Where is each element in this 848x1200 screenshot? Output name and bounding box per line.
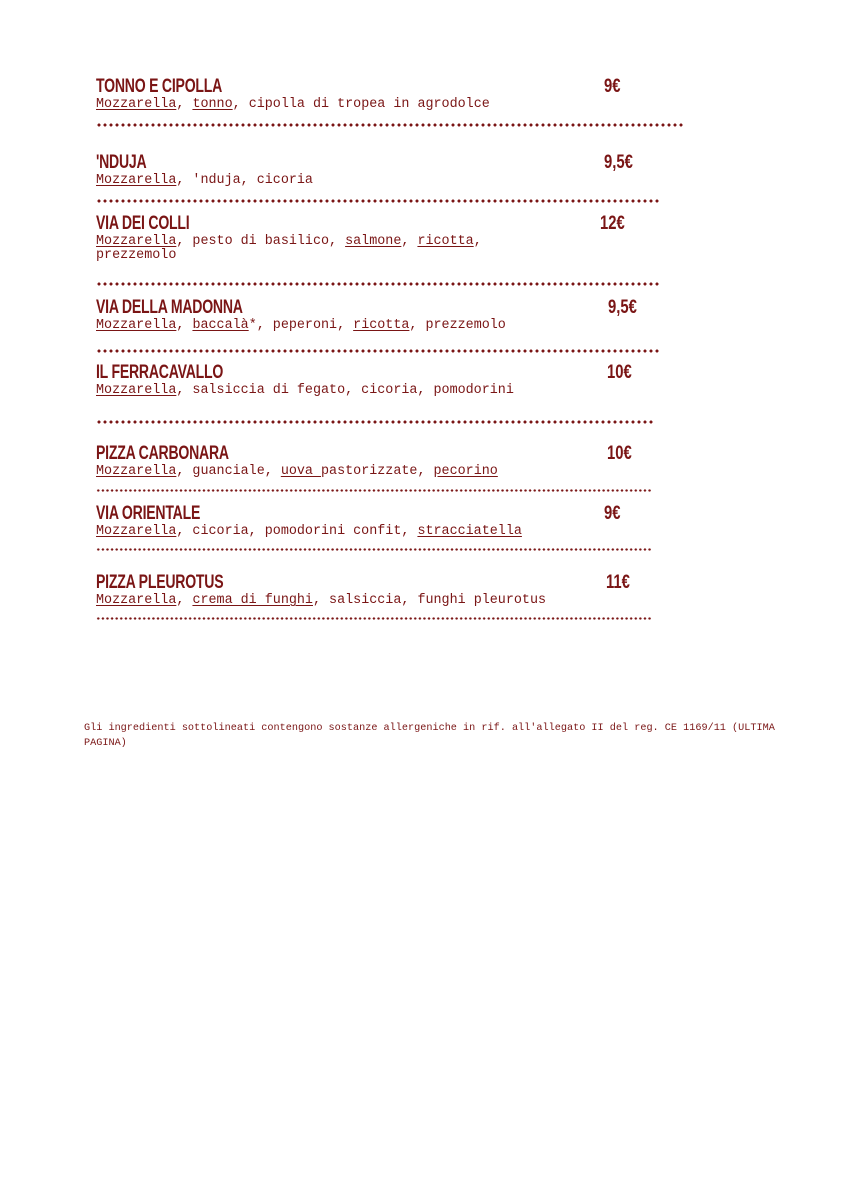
pizza-name: PIZZA CARBONARA [96, 443, 229, 464]
allergen-ingredient: tonno [192, 97, 233, 112]
pizza-name: TONNO E CIPOLLA [96, 76, 223, 97]
pizza-name: VIA DEI COLLI [96, 213, 190, 234]
ingredient-text: , cipolla di tropea in agrodolce [232, 97, 490, 112]
ingredient-text: , [401, 234, 418, 249]
pizza-ingredients [96, 384, 606, 398]
dotted-separator [96, 420, 654, 424]
pizza-name: PIZZA PLEUROTUS [96, 572, 224, 593]
allergen-ingredient: Mozzarella [96, 234, 177, 249]
ingredient-text: , cicoria, pomodorini confit, [176, 524, 418, 539]
ingredient-text: *, peperoni, [248, 318, 354, 333]
allergen-ingredient: Mozzarella [96, 318, 177, 333]
dotted-separator [96, 349, 660, 353]
ingredient-text: , [176, 97, 193, 112]
pizza-ingredients [96, 98, 566, 112]
pizza-ingredients [96, 174, 566, 188]
allergen-ingredient: pecorino [433, 464, 498, 479]
pizza-name: VIA DELLA MADONNA [96, 297, 243, 318]
ingredient-text: , salsiccia di fegato, cicoria, pomodorini [176, 383, 514, 398]
allergen-ingredient: uova [280, 464, 322, 479]
pizza-price: 10€ [607, 443, 632, 464]
allergen-ingredient: salmone [345, 234, 402, 249]
pizza-name: IL FERRACAVALLO [96, 362, 224, 383]
allergen-ingredient: Mozzarella [96, 97, 177, 112]
ingredient-text: , salsiccia, funghi pleurotus [312, 593, 547, 608]
allergen-ingredient: ricotta [353, 318, 410, 333]
ingredient-text: pastorizzate, [321, 464, 434, 479]
pizza-ingredients [96, 235, 566, 263]
allergen-ingredient: baccalà [192, 318, 249, 333]
dotted-separator [96, 548, 651, 551]
pizza-ingredients [96, 319, 596, 333]
dotted-separator [96, 617, 651, 620]
pizza-price: 9€ [604, 503, 621, 524]
pizza-price: 9,5€ [604, 152, 633, 173]
pizza-price: 9€ [604, 76, 621, 97]
pizza-price: 9,5€ [608, 297, 637, 318]
allergen-ingredient: Mozzarella [96, 173, 177, 188]
pizza-name: 'NDUJA [96, 152, 147, 173]
pizza-ingredients [96, 465, 596, 479]
ingredient-text: , guanciale, [176, 464, 281, 479]
pizza-price: 12€ [600, 213, 625, 234]
pizza-ingredients [96, 525, 616, 539]
ingredient-text: , 'nduja, cicoria [176, 173, 313, 188]
dotted-separator [96, 489, 651, 492]
dotted-separator [96, 123, 684, 127]
ingredient-text: , [176, 318, 193, 333]
pizza-price: 10€ [607, 362, 632, 383]
allergen-ingredient: Mozzarella [96, 593, 177, 608]
dotted-separator [96, 199, 660, 203]
ingredient-text: , prezzemolo [409, 318, 506, 333]
dotted-separator [96, 282, 660, 286]
pizza-price: 11€ [606, 572, 630, 593]
ingredient-text: , pesto di basilico, [176, 234, 346, 249]
pizza-ingredients [96, 594, 636, 608]
pizza-name: VIA ORIENTALE [96, 503, 201, 524]
allergen-ingredient: Mozzarella [96, 524, 177, 539]
allergen-ingredient: crema di funghi [192, 593, 313, 608]
allergen-footnote: Gli ingredienti sottolineati contengono sostanze allergeniche in rif. all'allegato II del reg. CE 1169/11 (ULTIMA PAGINA) [84, 723, 775, 749]
allergen-ingredient: stracciatella [417, 524, 522, 539]
ingredient-text: , prezzemolo [96, 234, 482, 263]
allergen-ingredient: Mozzarella [96, 383, 177, 398]
ingredient-text: , [176, 593, 193, 608]
allergen-ingredient: ricotta [417, 234, 474, 249]
allergen-ingredient: Mozzarella [96, 464, 177, 479]
